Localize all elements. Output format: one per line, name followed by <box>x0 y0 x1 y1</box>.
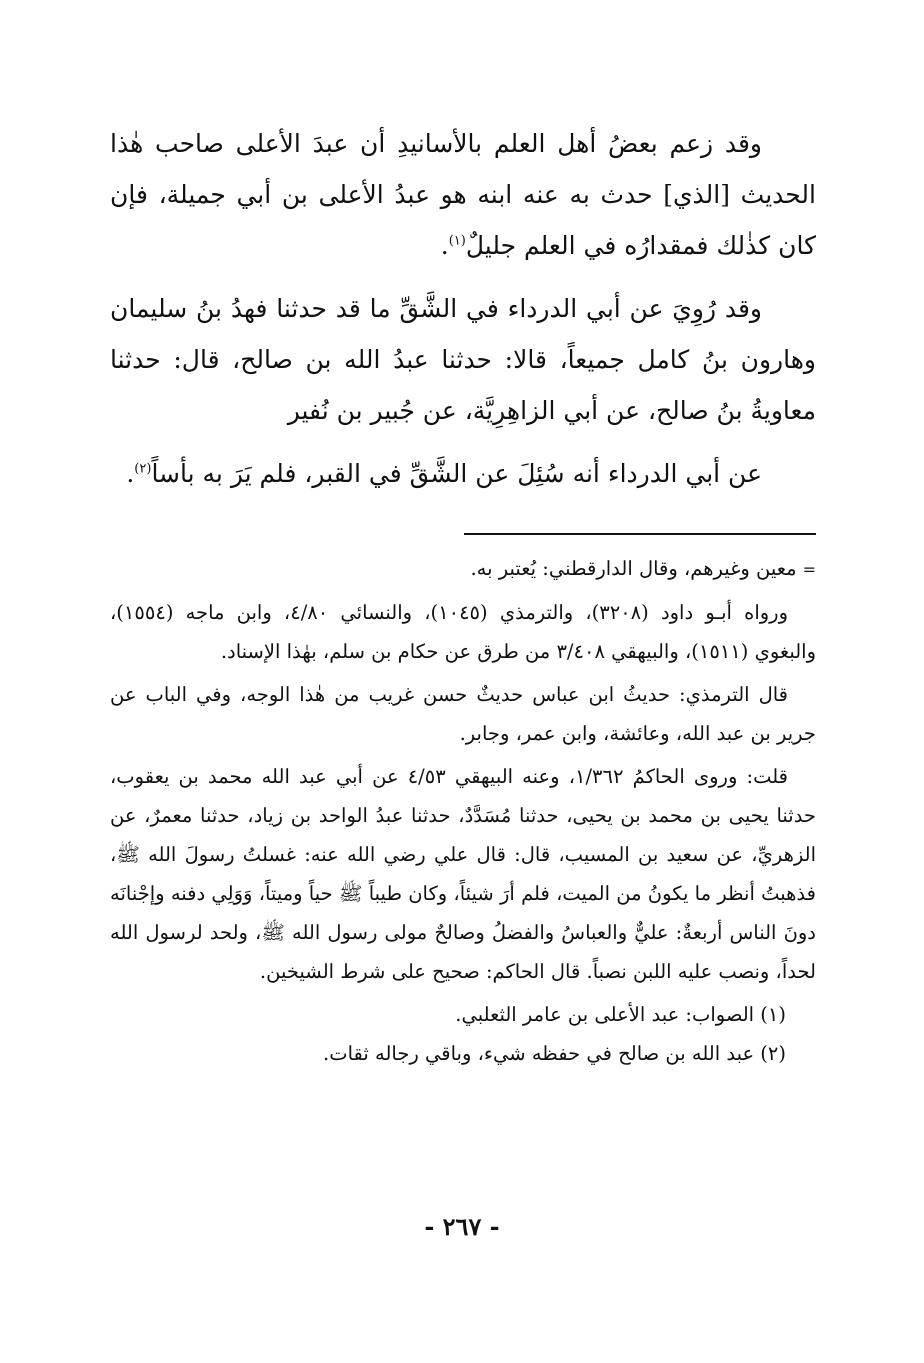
body-paragraph-3-text: عن أبي الدرداء أنه سُئِلَ عن الشَّقِّ في القبر، فلم يَرَ به بأساً <box>151 459 762 488</box>
footnote-1: (١) الصواب: عبد الأعلى بن عامر الثعلبي. <box>455 1003 786 1026</box>
note-continuation-text: معين وغيرهم، وقال الدارقطني: يُعتبر به. <box>470 557 797 580</box>
body-paragraph-3-end: . <box>126 459 135 488</box>
continuation-mark: = <box>802 560 816 579</box>
footnote-separator <box>464 533 816 535</box>
body-paragraph-1-end: . <box>440 231 449 260</box>
note-paragraph-3: قلت: وروى الحاكمُ ١/٣٦٢، وعنه البيهقي ٤/٥٣ عن أبي عبد الله محمد بن يعقوب، حدثنا يحيى بن محمد بن يحيى، حدثنا مُسَدَّدٌ، حدثنا عبدُ الواحد بن زياد، حدثنا معمرٌ، عن الزهريِّ، عن سعيد بن المسيب، قال: قال علي رضي الله عنه: غسلتُ رسولَ الله ﷺ، فذهبتُ أنظر ما يكونُ من الميت، فلم أرَ شيئاً، وكان طيباً ﷺ حياً وميتاً، وَوَلِي دفنه وإجْنانَه دونَ الناس أربعةٌ: عليٌّ والعباسُ والفضلُ وصالحٌ مولى رسول الله ﷺ، ولحد لرسول الله لحداً، ونصب عليه اللبن نصباً. قال الحاكم: صحيح على شرط الشيخين. <box>110 765 816 983</box>
body-paragraph-3 <box>110 448 816 499</box>
note-continuation <box>110 549 816 589</box>
footnote-2: (٢) عبد الله بن صالح في حفظه شيء، وباقي رجاله ثقات. <box>323 1042 786 1065</box>
body-paragraph-1-text: وقد زعم بعضُ أهل العلم بالأسانيدِ أن عبدَ الأعلى صاحب هٰذا الحديث [الذي] حدث به عنه ابنه هو عبدُ الأعلى بن أبي جميلة، فإن كان كذٰلك فمقدارُه في العلم جليلٌ <box>110 129 816 260</box>
note-paragraph-2: قال الترمذي: حديثُ ابن عباس حديثٌ حسن غريب من هٰذا الوجه، وفي الباب عن جرير بن عبد الله، وعائشة، وابن عمر، وجابر. <box>110 683 816 745</box>
footnote-ref-1[interactable]: (١) <box>448 233 466 249</box>
notes-section <box>110 549 816 1073</box>
page-text <box>110 118 816 1073</box>
note-paragraph-1: ورواه أبـو داود (٣٢٠٨)، والترمذي (١٠٤٥)، والنسائي ٤/٨٠، وابن ماجه (١٥٥٤)، والبغوي (١٥١١)، والبيهقي ٣/٤٠٨ من طرق عن حكام بن سلم، بهٰذا الإسناد. <box>110 601 816 663</box>
body-paragraph-1 <box>110 118 816 271</box>
body-paragraph-2: وقد رُوِيَ عن أبي الدرداء في الشَّقِّ ما قد حدثنا فهدُ بنُ سليمان وهارون بنُ كامل جميعاً، قالا: حدثنا عبدُ الله بن صالح، قال: حدثنا معاويةُ بنُ صالح، عن أبي الزاهِرِيَّة، عن جُبير بن نُفير <box>110 294 816 425</box>
page-number: - ٢٦٧ - <box>424 1212 500 1241</box>
footnote-ref-2[interactable]: (٢) <box>134 461 152 477</box>
